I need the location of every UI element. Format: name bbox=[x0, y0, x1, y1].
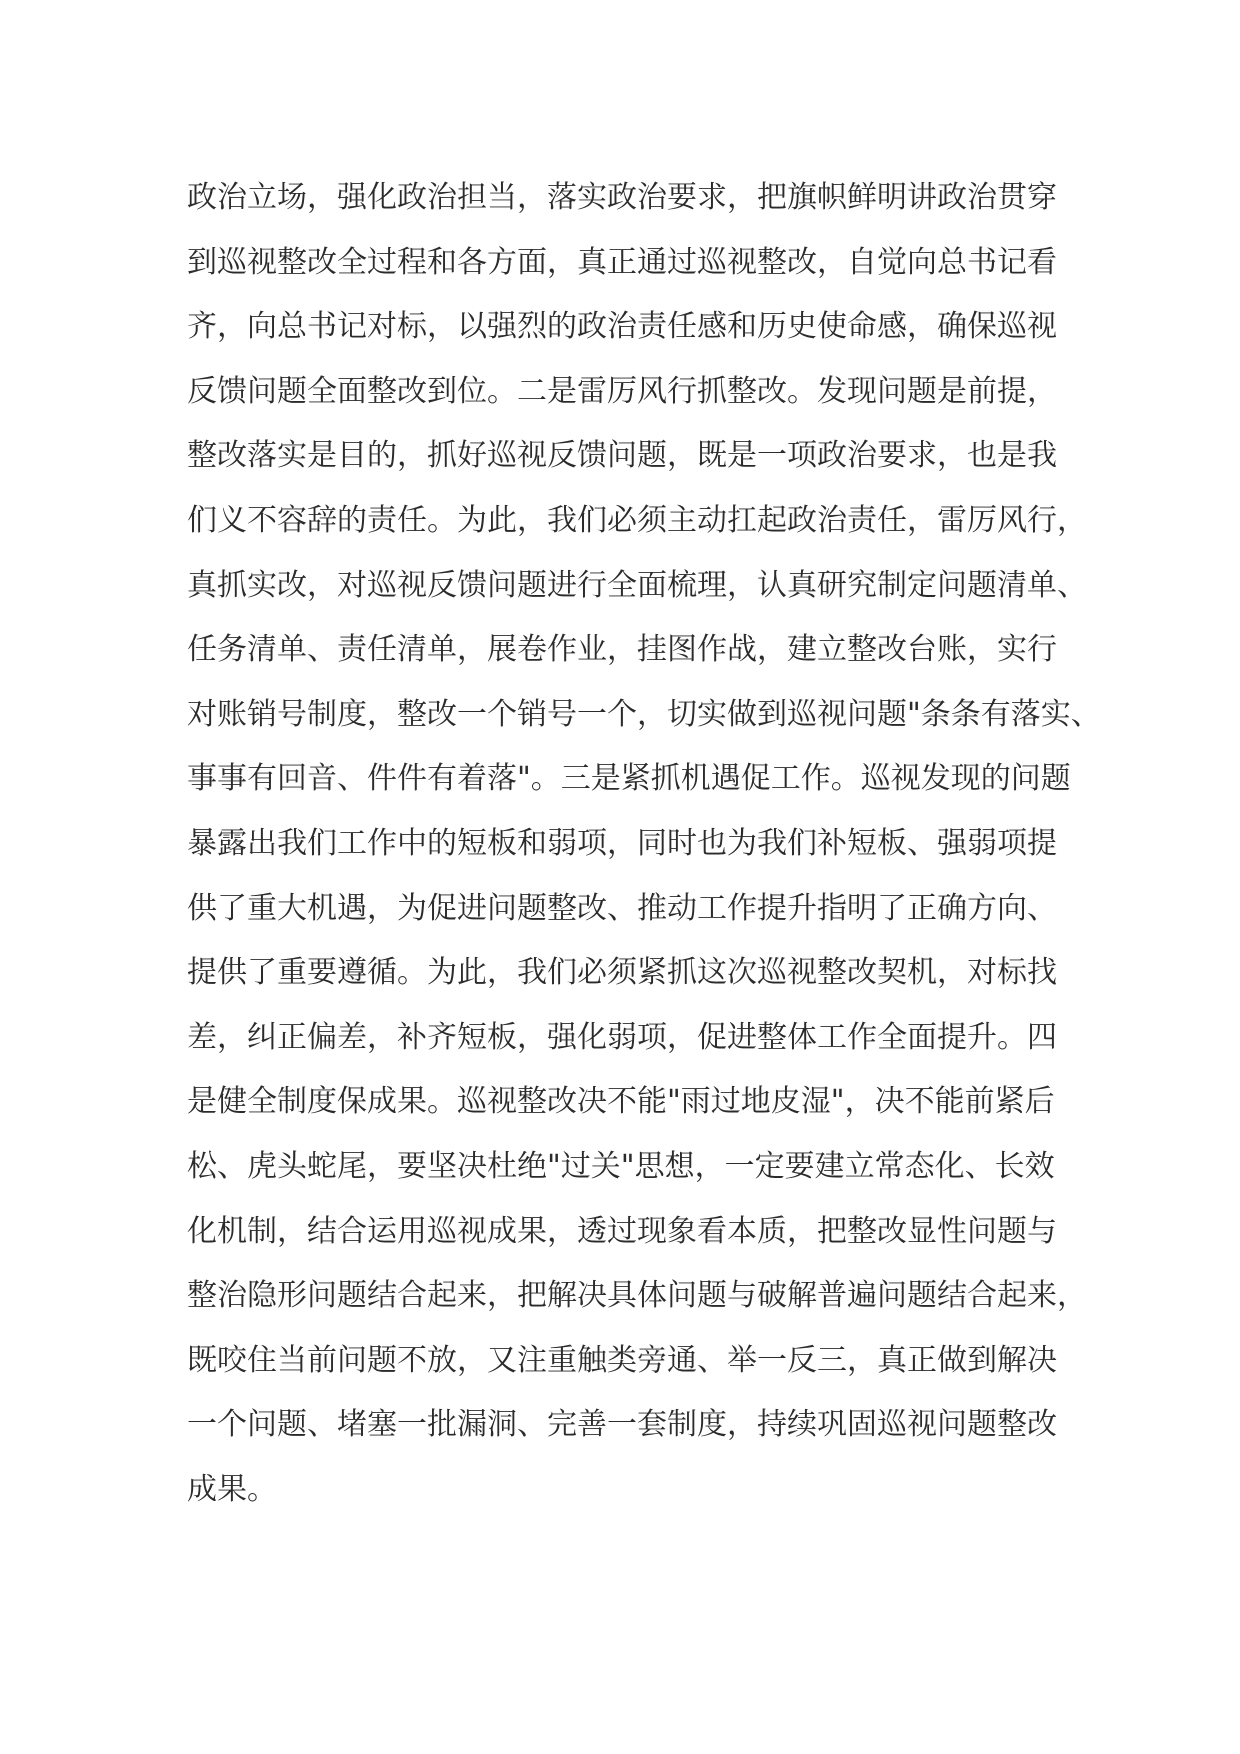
text-line-7: 真抓实改，对巡视反馈问题进行全面梳理，认真研究制定问题清单、 bbox=[187, 567, 1087, 603]
text-line-16: 松、虎头蛇尾，要坚决杜绝"过关"思想，一定要建立常态化、长效 bbox=[187, 1148, 1055, 1184]
text-line-20: 一个问题、堵塞一批漏洞、完善一套制度，持续巩固巡视问题整改 bbox=[187, 1407, 1057, 1443]
text-line-5: 整改落实是目的，抓好巡视反馈问题，既是一项政治要求，也是我 bbox=[187, 438, 1057, 474]
text-line-21: 成果。 bbox=[187, 1471, 277, 1507]
text-line-13: 提供了重要遵循。为此，我们必须紧抓这次巡视整改契机，对标找 bbox=[187, 955, 1057, 991]
text-line-8: 任务清单、责任清单，展卷作业，挂图作战，建立整改台账，实行 bbox=[187, 632, 1057, 668]
text-line-18: 整治隐形问题结合起来，把解决具体问题与破解普遍问题结合起来， bbox=[187, 1278, 1087, 1314]
text-line-9: 对账销号制度，整改一个销号一个，切实做到巡视问题"条条有落实、 bbox=[187, 696, 1101, 732]
text-line-14: 差，纠正偏差，补齐短板，强化弱项，促进整体工作全面提升。四 bbox=[187, 1019, 1057, 1055]
text-line-15: 是健全制度保成果。巡视整改决不能"雨过地皮湿"，决不能前紧后 bbox=[187, 1084, 1055, 1120]
text-line-19: 既咬住当前问题不放，又注重触类旁通、举一反三，真正做到解决 bbox=[187, 1342, 1057, 1378]
text-line-10: 事事有回音、件件有着落"。三是紧抓机遇促工作。巡视发现的问题 bbox=[187, 761, 1071, 797]
text-line-17: 化机制，结合运用巡视成果，透过现象看本质，把整改显性问题与 bbox=[187, 1213, 1057, 1249]
text-line-6: 们义不容辞的责任。为此，我们必须主动扛起政治责任，雷厉风行， bbox=[187, 502, 1087, 538]
text-line-12: 供了重大机遇，为促进问题整改、推动工作提升指明了正确方向、 bbox=[187, 890, 1057, 926]
body-paragraph bbox=[187, 166, 1101, 1522]
text-line-3: 齐，向总书记对标，以强烈的政治责任感和历史使命感，确保巡视 bbox=[187, 309, 1057, 345]
text-line-11: 暴露出我们工作中的短板和弱项，同时也为我们补短板、强弱项提 bbox=[187, 825, 1057, 861]
text-line-2: 到巡视整改全过程和各方面，真正通过巡视整改，自觉向总书记看 bbox=[187, 244, 1057, 280]
text-line-4: 反馈问题全面整改到位。二是雷厉风行抓整改。发现问题是前提， bbox=[187, 373, 1057, 409]
text-line-1: 政治立场，强化政治担当，落实政治要求，把旗帜鲜明讲政治贯穿 bbox=[187, 180, 1057, 215]
